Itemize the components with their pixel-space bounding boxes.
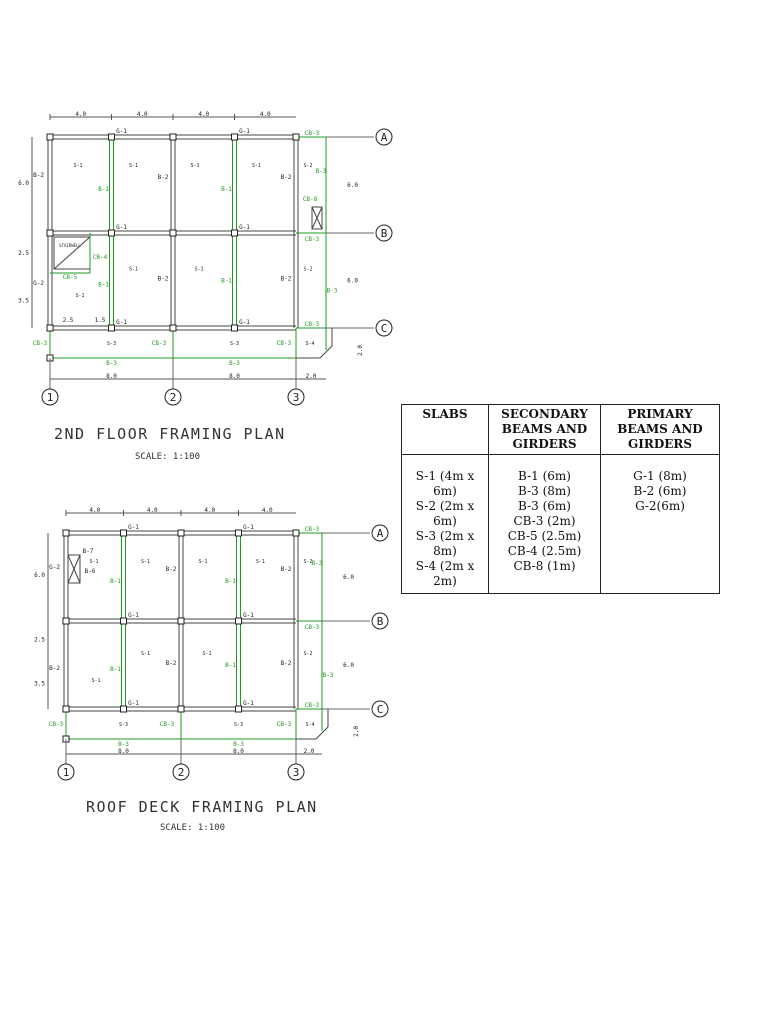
- g-label: G-1: [128, 700, 139, 707]
- b-label: B-1: [98, 281, 109, 289]
- g-label: G-1: [239, 319, 250, 326]
- small-dim: 2.5: [62, 317, 74, 324]
- b-label: B-1: [110, 666, 121, 673]
- secondary-item: B-3 (6m): [518, 499, 571, 513]
- second-floor-plan-title: 2ND FLOOR FRAMING PLAN: [54, 425, 286, 443]
- bottom-dim-label: 2.0: [303, 748, 315, 755]
- slab-label: S-1: [255, 559, 266, 565]
- top-dim-label: 4.0: [89, 507, 101, 514]
- grid-label-B: B: [380, 227, 388, 240]
- secondary-cell: [489, 455, 601, 594]
- grid-label-B: B: [376, 615, 384, 628]
- cb-label: CB-3: [304, 624, 320, 631]
- right-dim-label: 6.0: [343, 662, 354, 669]
- secondary-item: CB-8 (1m): [513, 559, 576, 573]
- slab-item: S-4 (2m x 2m): [415, 559, 475, 588]
- second-floor-plan-scale: SCALE: 1:100: [135, 452, 201, 462]
- roof-deck-plan-scale: SCALE: 1:100: [160, 823, 226, 833]
- secondary-item: CB-3 (2m): [513, 514, 576, 528]
- slab-label: S-1: [198, 559, 208, 565]
- slab-label: S-1: [190, 163, 200, 169]
- grid-label-C: C: [380, 322, 388, 335]
- small-dim: 1.5: [94, 317, 106, 324]
- cb-label: CB-4: [92, 254, 108, 261]
- g-label: G-1: [116, 319, 127, 326]
- header-secondary: SECONDARY BEAMS AND GIRDERS: [489, 405, 601, 455]
- grid-label-col: 3: [292, 391, 300, 404]
- g-label: G-1: [243, 524, 254, 531]
- edge-label: G-2: [33, 279, 44, 287]
- cb-label: CB-2: [304, 702, 320, 709]
- slab-label: S-1: [75, 292, 85, 299]
- b-label: B-3: [311, 560, 323, 567]
- top-dim-label: 4.0: [259, 111, 271, 118]
- grid-label-col: 2: [177, 766, 185, 779]
- b-label: B-2: [280, 566, 292, 573]
- g-label: G-1: [128, 612, 139, 619]
- slab-label: S-1: [128, 266, 139, 273]
- right-dim-label: 6.0: [343, 574, 354, 581]
- cb-label: CB-3: [276, 721, 292, 728]
- slab-label: S-1: [73, 163, 83, 169]
- left-dim-label: 2.5: [34, 636, 45, 644]
- left-dim-label: 3.5: [18, 297, 29, 305]
- cb-label: CB-3: [159, 721, 175, 728]
- slab-label: S-1: [202, 651, 212, 657]
- left-dim-label: 6.0: [18, 180, 29, 187]
- secondary-item: B-1 (6m): [518, 469, 571, 483]
- slab-label: S-2: [303, 559, 313, 565]
- column-node: [121, 530, 127, 536]
- slab-label: S-4: [305, 722, 315, 728]
- b-label: B-3: [322, 672, 334, 679]
- column-node: [121, 618, 127, 624]
- slab-label: S-1: [89, 559, 99, 565]
- b-label: B-3: [315, 168, 327, 175]
- bottom-dim-label: 8.0: [106, 373, 117, 380]
- g-label: G-1: [128, 524, 139, 531]
- g-label: G-1: [243, 612, 254, 619]
- primary-item: B-2 (6m): [633, 484, 687, 498]
- column-node: [47, 230, 53, 236]
- stairwell-diagonal: [54, 237, 90, 269]
- roof-deck-plan-title: ROOF DECK FRAMING PLAN: [86, 798, 318, 816]
- second-floor-plan-drawing: [0, 100, 400, 410]
- slab-label: S-2: [303, 651, 313, 657]
- roof-deck-plan: [0, 490, 400, 833]
- b-label: B-1: [225, 578, 236, 585]
- b-label: B-2: [157, 275, 169, 283]
- b-label: B-2: [165, 660, 177, 667]
- column-node: [178, 530, 184, 536]
- column-node: [109, 134, 115, 140]
- column-node: [170, 325, 176, 331]
- member-schedule-table: [401, 404, 720, 594]
- cb-label: CB-3: [276, 340, 292, 347]
- cb-label: CB-3: [304, 130, 320, 137]
- column-node: [63, 530, 69, 536]
- grid-label-C: C: [376, 703, 384, 716]
- b-label: B-3: [118, 741, 129, 748]
- cb-label: CB-3: [151, 340, 167, 347]
- b-label: B-1: [221, 186, 232, 193]
- bottom-dim-label: 8.0: [118, 748, 129, 755]
- column-node: [47, 325, 53, 331]
- cb-label: CB-5: [62, 274, 78, 281]
- bottom-dim-label: 2.0: [305, 373, 317, 380]
- right-dim-label: 2.0: [357, 345, 364, 356]
- g-label: G-1: [239, 128, 250, 135]
- b-label: B-3: [229, 360, 240, 367]
- grid-label-A: A: [376, 527, 384, 540]
- column-node: [178, 706, 184, 712]
- g-label: G-1: [239, 224, 250, 231]
- grid-label-col: 1: [62, 766, 70, 779]
- table-header-row: [402, 405, 720, 455]
- secondary-item: CB-4 (2.5m): [507, 544, 582, 558]
- edge-label: G-2: [49, 564, 60, 571]
- column-node: [293, 134, 299, 140]
- slab-label: S-4: [305, 341, 315, 347]
- g-label: G-1: [243, 700, 254, 707]
- b-label: B-2: [157, 174, 169, 181]
- cb-label: CB-3: [32, 340, 48, 347]
- grid-label-A: A: [380, 131, 388, 144]
- slab-label: S-3: [106, 341, 117, 347]
- column-node: [109, 230, 115, 236]
- column-node: [47, 134, 53, 140]
- g-label: G-1: [116, 128, 127, 135]
- slab-label: S-1: [194, 266, 204, 273]
- grid-label-col: 2: [169, 391, 177, 404]
- slab-label: S-1: [91, 677, 101, 684]
- edge-label: B-2: [33, 172, 44, 179]
- secondary-item: CB-5 (2.5m): [507, 529, 582, 543]
- cb-label: CB-3: [304, 236, 320, 243]
- header-primary: PRIMARY BEAMS AND GIRDERS: [601, 405, 720, 455]
- top-dim-label: 4.0: [198, 111, 210, 118]
- slab-label: S-3: [229, 341, 240, 347]
- column-node: [121, 706, 127, 712]
- slab-label: S-3: [233, 722, 244, 728]
- slab-label: S-2: [303, 163, 313, 169]
- grid-label-col: 3: [292, 766, 300, 779]
- slab-label: S-1: [251, 163, 262, 169]
- b-label: B-7: [82, 548, 94, 555]
- top-dim-label: 4.0: [136, 111, 148, 118]
- b-label: B-2: [280, 174, 292, 181]
- column-node: [236, 530, 242, 536]
- grid-label-col: 1: [46, 391, 54, 404]
- left-dim-label: 6.0: [34, 572, 45, 579]
- primary-cell: [601, 455, 720, 594]
- b-label: B-1: [221, 277, 232, 285]
- slab-label: S-1: [140, 651, 151, 657]
- b-label: B-1: [110, 578, 121, 585]
- column-node: [232, 134, 238, 140]
- b-label: B-1: [98, 186, 109, 193]
- b-label: B-1: [225, 662, 236, 669]
- cb-label: CB-3: [304, 321, 320, 328]
- table-row: [402, 455, 720, 594]
- slab-label: S-2: [303, 266, 313, 273]
- cb-label: CB-3: [48, 721, 64, 728]
- primary-item: G-2(6m): [635, 499, 685, 513]
- bottom-dim-label: 8.0: [233, 748, 244, 755]
- slab-label: S-3: [118, 722, 129, 728]
- b-label: B-2: [280, 660, 292, 667]
- edge-label: B-2: [49, 664, 60, 672]
- slab-item: S-3 (2m x 8m): [415, 529, 475, 558]
- column-node: [170, 134, 176, 140]
- stairwell-label: STAIRWELL: [59, 243, 81, 248]
- slab-label: S-1: [140, 559, 151, 565]
- roof-deck-plan-drawing: [0, 490, 400, 790]
- slab-item: S-2 (2m x 6m): [415, 499, 475, 528]
- b-label: B-2: [280, 275, 292, 283]
- right-dim-label: 6.0: [347, 277, 358, 285]
- column-node: [236, 706, 242, 712]
- column-node: [232, 325, 238, 331]
- column-node: [236, 618, 242, 624]
- left-dim-label: 2.5: [18, 249, 29, 257]
- secondary-item: B-3 (8m): [518, 484, 571, 498]
- column-node: [178, 618, 184, 624]
- column-node: [232, 230, 238, 236]
- slabs-cell: [402, 455, 489, 594]
- g-label: G-1: [116, 224, 127, 231]
- cb-label: CB-8: [302, 196, 318, 203]
- left-dim-label: 3.5: [34, 680, 45, 688]
- column-node: [170, 230, 176, 236]
- b-label: B-3: [106, 360, 117, 367]
- right-dim-label: 6.0: [347, 182, 358, 189]
- slab-item: S-1 (4m x 6m): [415, 469, 475, 498]
- column-node: [63, 706, 69, 712]
- top-dim-label: 4.0: [204, 507, 216, 514]
- second-floor-plan: [0, 100, 400, 462]
- b-label: B-2: [165, 566, 177, 573]
- slab-label: S-1: [128, 163, 139, 169]
- column-node: [109, 325, 115, 331]
- column-node: [63, 618, 69, 624]
- b-label: B-3: [326, 287, 338, 295]
- header-slabs: SLABS: [402, 405, 489, 455]
- primary-item: G-1 (8m): [633, 469, 687, 483]
- top-dim-label: 4.0: [75, 111, 87, 118]
- top-dim-label: 4.0: [261, 507, 273, 514]
- b-label: B-3: [233, 741, 244, 748]
- cb-label: CB-3: [304, 526, 320, 533]
- top-dim-label: 4.0: [146, 507, 158, 514]
- right-dim-label: 2.0: [353, 726, 360, 737]
- b-label: B-6: [84, 568, 96, 575]
- bottom-dim-label: 8.0: [229, 373, 240, 380]
- column-node: [293, 530, 299, 536]
